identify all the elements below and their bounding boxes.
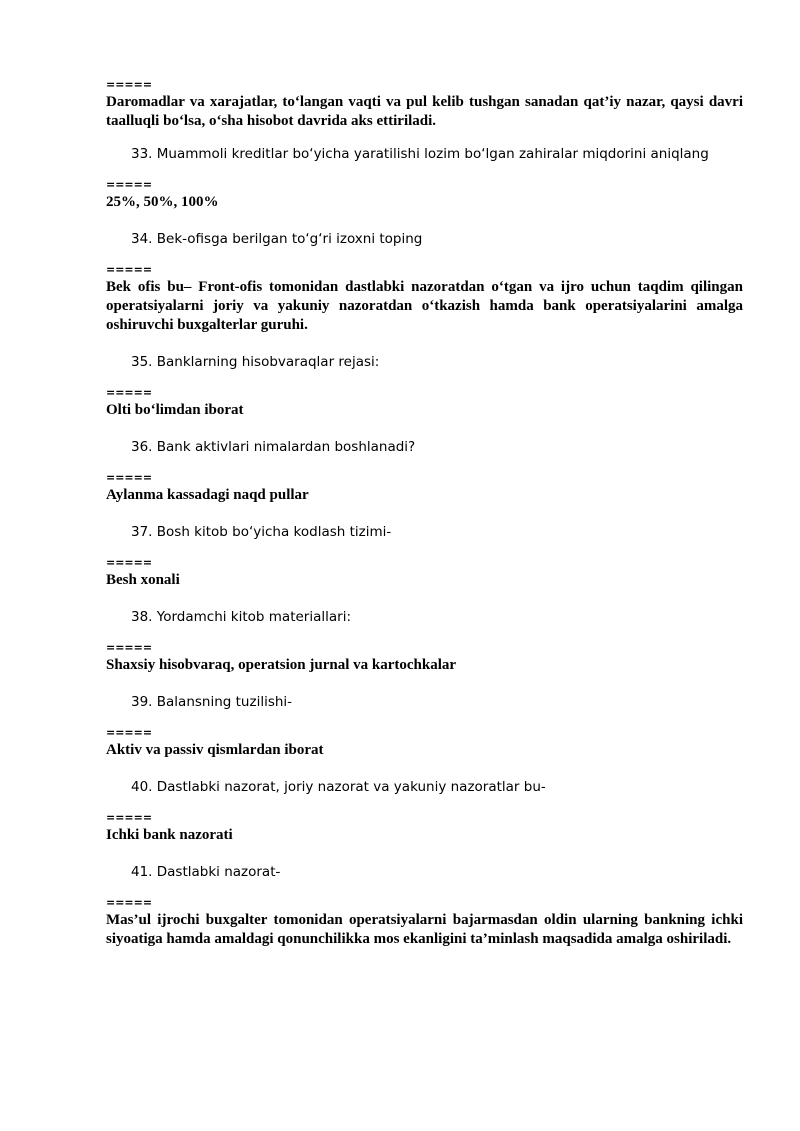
separator: =====: [106, 896, 153, 909]
separator: =====: [106, 471, 153, 484]
question-text: 38. Yordamchi kitob materiallari:: [131, 609, 352, 625]
question-block-41: [106, 863, 743, 949]
question-block-34: [106, 230, 743, 335]
separator: =====: [106, 641, 153, 654]
answer-text: Olti bo‘limdan iborat: [106, 402, 244, 418]
question-text: 33. Muammoli kreditlar bo‘yicha yaratilishi lozim bo‘lgan zahiralar miqdorini aniqlang: [131, 146, 709, 162]
question-block-39: [106, 693, 743, 760]
question-block-33: [106, 145, 743, 212]
question-block-40: [106, 778, 743, 845]
answer-text: Besh xonali: [106, 572, 180, 588]
answer-text: Aylanma kassadagi naqd pullar: [106, 487, 309, 503]
question-text: 35. Banklarning hisobvaraqlar rejasi:: [131, 354, 380, 370]
answer-text: Ichki bank nazorati: [106, 827, 233, 843]
question-block-35: [106, 353, 743, 420]
question-text: 34. Bek-ofisga berilgan to‘g‘ri izoxni toping: [131, 231, 423, 247]
separator: =====: [106, 263, 153, 276]
answer-text: Daromadlar va xarajatlar, to‘langan vaqti va pul kelib tushgan sanadan qat’iy nazar, qaysi davri taalluqli bo‘lsa, o‘sha hisobot davrida aks ettiriladi.: [106, 94, 743, 129]
separator: =====: [106, 386, 153, 399]
answer-text: Mas’ul ijrochi buxgalter tomonidan operatsiyalarni bajarmasdan oldin ularning bankning ichki siyoatiga hamda amaldagi qonunchilikka mos ekanligini ta’minlash maqsadida amalga oshiriladi.: [106, 912, 743, 947]
question-text: 37. Bosh kitob bo‘yicha kodlash tizimi-: [131, 524, 392, 540]
document-page: [106, 72, 743, 949]
question-block-37: [106, 523, 743, 590]
separator: =====: [106, 811, 153, 824]
question-text: 36. Bank aktivlari nimalardan boshlanadi?: [131, 439, 416, 455]
answer-text: 25%, 50%, 100%: [106, 194, 219, 210]
question-block-36: [106, 438, 743, 505]
question-text: 41. Dastlabki nazorat-: [131, 864, 281, 880]
separator: =====: [106, 178, 153, 191]
separator: =====: [106, 556, 153, 569]
answer-block-32: [106, 78, 743, 131]
question-block-38: [106, 608, 743, 675]
question-text: 40. Dastlabki nazorat, joriy nazorat va yakuniy nazoratlar bu-: [131, 779, 546, 795]
answer-text: Aktiv va passiv qismlardan iborat: [106, 742, 324, 758]
separator: =====: [106, 78, 153, 91]
answer-text: Shaxsiy hisobvaraq, operatsion jurnal va kartochkalar: [106, 657, 457, 673]
question-text: 39. Balansning tuzilishi-: [131, 694, 293, 710]
separator: =====: [106, 726, 153, 739]
answer-text: Bek ofis bu– Front-ofis tomonidan dastlabki nazoratdan o‘tgan va ijro uchun taqdim qilingan operatsiyalarni joriy va yakuniy nazoratdan o‘tkazish hamda bank operatsiyalarini amalga oshiruvchi buxgalterlar guruhi.: [106, 279, 743, 333]
